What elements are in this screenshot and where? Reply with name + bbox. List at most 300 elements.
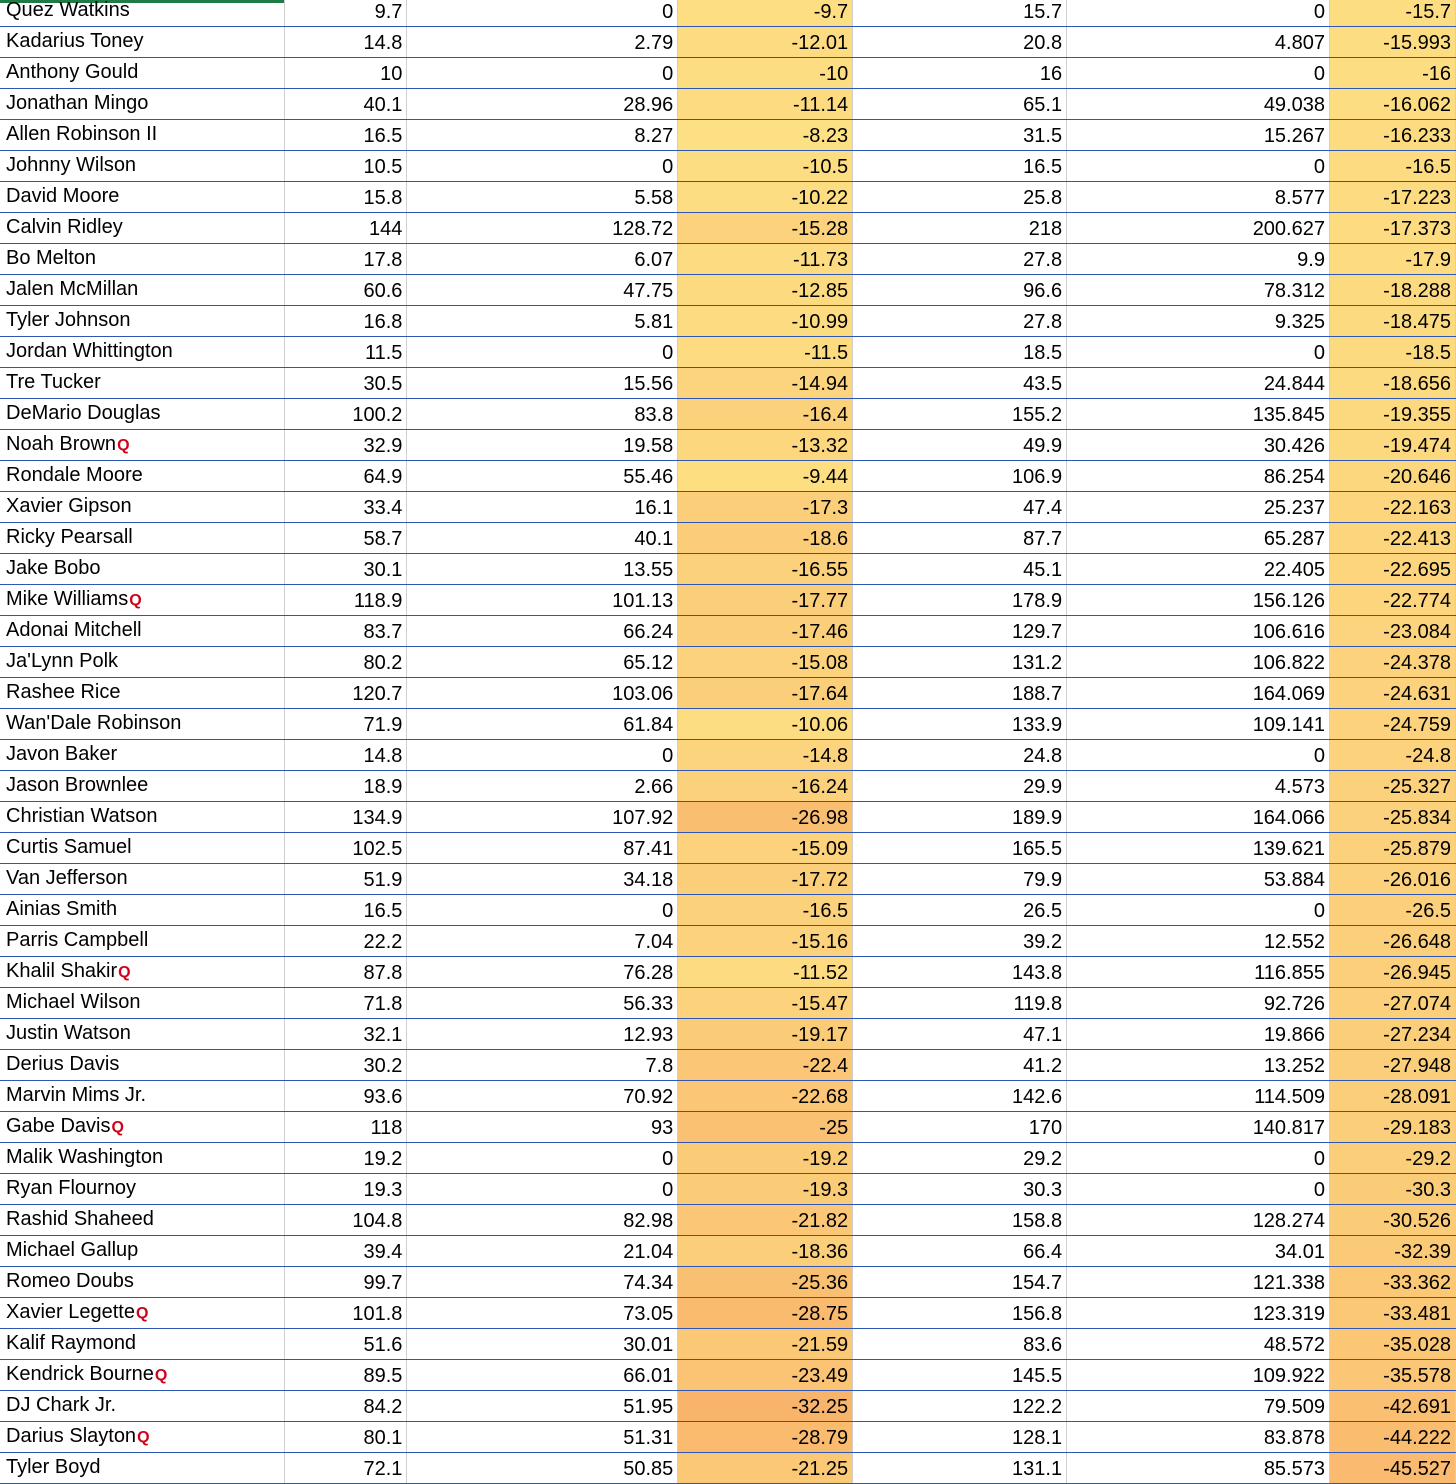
value-cell-4[interactable]: 85.573 [1067,1453,1330,1484]
player-name-cell[interactable] [0,182,285,213]
player-name-cell[interactable] [0,523,285,554]
difference-cell-1[interactable]: -16.5 [678,895,853,926]
value-cell-1[interactable]: 10 [285,58,407,89]
value-cell-1[interactable]: 102.5 [285,833,407,864]
difference-cell-1[interactable]: -17.46 [678,616,853,647]
value-cell-2[interactable]: 128.72 [407,213,678,244]
difference-cell-2[interactable]: -22.413 [1329,523,1455,554]
difference-cell-2[interactable]: -22.774 [1329,585,1455,616]
value-cell-1[interactable]: 118.9 [285,585,407,616]
difference-cell-1[interactable]: -25.36 [678,1267,853,1298]
player-name-cell[interactable] [0,802,285,833]
difference-cell-1[interactable]: -9.7 [678,0,853,27]
difference-cell-1[interactable]: -18.6 [678,523,853,554]
difference-cell-1[interactable]: -15.09 [678,833,853,864]
difference-cell-2[interactable]: -22.163 [1329,492,1455,523]
value-cell-3[interactable]: 43.5 [853,368,1067,399]
value-cell-4[interactable]: 34.01 [1067,1236,1330,1267]
value-cell-2[interactable]: 15.56 [407,368,678,399]
difference-cell-2[interactable]: -15.7 [1329,0,1455,27]
value-cell-2[interactable]: 93 [407,1112,678,1143]
player-name-cell[interactable] [0,957,285,988]
value-cell-2[interactable]: 51.31 [407,1422,678,1453]
difference-cell-2[interactable]: -24.8 [1329,740,1455,771]
value-cell-1[interactable]: 51.9 [285,864,407,895]
difference-cell-2[interactable]: -16.233 [1329,120,1455,151]
difference-cell-2[interactable]: -24.759 [1329,709,1455,740]
value-cell-2[interactable]: 0 [407,895,678,926]
value-cell-2[interactable]: 21.04 [407,1236,678,1267]
value-cell-2[interactable]: 7.04 [407,926,678,957]
player-name-cell[interactable] [0,244,285,275]
value-cell-3[interactable]: 131.2 [853,647,1067,678]
value-cell-1[interactable]: 30.1 [285,554,407,585]
difference-cell-2[interactable]: -16 [1329,58,1455,89]
difference-cell-2[interactable]: -30.3 [1329,1174,1455,1205]
value-cell-4[interactable]: 53.884 [1067,864,1330,895]
difference-cell-2[interactable]: -19.474 [1329,430,1455,461]
value-cell-3[interactable]: 25.8 [853,182,1067,213]
value-cell-4[interactable]: 15.267 [1067,120,1330,151]
player-name-cell[interactable] [0,740,285,771]
value-cell-1[interactable]: 9.7 [285,0,407,27]
value-cell-4[interactable]: 22.405 [1067,554,1330,585]
player-name-cell[interactable] [0,1174,285,1205]
value-cell-1[interactable]: 32.9 [285,430,407,461]
value-cell-1[interactable]: 72.1 [285,1453,407,1484]
player-name-cell[interactable] [0,1267,285,1298]
difference-cell-1[interactable]: -8.23 [678,120,853,151]
value-cell-4[interactable]: 24.844 [1067,368,1330,399]
difference-cell-1[interactable]: -14.8 [678,740,853,771]
value-cell-1[interactable]: 89.5 [285,1360,407,1391]
player-name-cell[interactable] [0,120,285,151]
difference-cell-2[interactable]: -25.834 [1329,802,1455,833]
value-cell-1[interactable]: 80.2 [285,647,407,678]
player-name-cell[interactable] [0,306,285,337]
difference-cell-1[interactable]: -14.94 [678,368,853,399]
difference-cell-1[interactable]: -9.44 [678,461,853,492]
value-cell-4[interactable]: 9.325 [1067,306,1330,337]
difference-cell-1[interactable]: -10.22 [678,182,853,213]
difference-cell-1[interactable]: -19.3 [678,1174,853,1205]
value-cell-2[interactable]: 13.55 [407,554,678,585]
player-name-cell[interactable] [0,1019,285,1050]
value-cell-3[interactable]: 122.2 [853,1391,1067,1422]
value-cell-4[interactable]: 78.312 [1067,275,1330,306]
value-cell-4[interactable]: 0 [1067,740,1330,771]
value-cell-2[interactable]: 103.06 [407,678,678,709]
value-cell-1[interactable]: 16.8 [285,306,407,337]
value-cell-1[interactable]: 40.1 [285,89,407,120]
player-name-cell[interactable] [0,833,285,864]
difference-cell-1[interactable]: -17.72 [678,864,853,895]
value-cell-3[interactable]: 29.9 [853,771,1067,802]
value-cell-3[interactable]: 165.5 [853,833,1067,864]
value-cell-1[interactable]: 104.8 [285,1205,407,1236]
value-cell-3[interactable]: 18.5 [853,337,1067,368]
difference-cell-2[interactable]: -22.695 [1329,554,1455,585]
value-cell-3[interactable]: 178.9 [853,585,1067,616]
player-name-cell[interactable] [0,585,285,616]
value-cell-4[interactable]: 0 [1067,58,1330,89]
difference-cell-1[interactable]: -11.5 [678,337,853,368]
value-cell-1[interactable]: 14.8 [285,27,407,58]
value-cell-3[interactable]: 142.6 [853,1081,1067,1112]
difference-cell-1[interactable]: -23.49 [678,1360,853,1391]
value-cell-4[interactable]: 86.254 [1067,461,1330,492]
value-cell-1[interactable]: 19.2 [285,1143,407,1174]
value-cell-4[interactable]: 0 [1067,895,1330,926]
value-cell-3[interactable]: 20.8 [853,27,1067,58]
value-cell-3[interactable]: 15.7 [853,0,1067,27]
difference-cell-2[interactable]: -25.879 [1329,833,1455,864]
value-cell-3[interactable]: 79.9 [853,864,1067,895]
value-cell-2[interactable]: 0 [407,1143,678,1174]
difference-cell-1[interactable]: -22.4 [678,1050,853,1081]
difference-cell-1[interactable]: -16.55 [678,554,853,585]
value-cell-2[interactable]: 6.07 [407,244,678,275]
value-cell-3[interactable]: 119.8 [853,988,1067,1019]
difference-cell-2[interactable]: -29.2 [1329,1143,1455,1174]
value-cell-3[interactable]: 24.8 [853,740,1067,771]
value-cell-1[interactable]: 39.4 [285,1236,407,1267]
value-cell-1[interactable]: 30.5 [285,368,407,399]
value-cell-3[interactable]: 128.1 [853,1422,1067,1453]
player-name-cell[interactable] [0,988,285,1019]
value-cell-2[interactable]: 101.13 [407,585,678,616]
value-cell-4[interactable]: 140.817 [1067,1112,1330,1143]
difference-cell-2[interactable]: -35.028 [1329,1329,1455,1360]
player-name-cell[interactable] [0,492,285,523]
difference-cell-1[interactable]: -11.52 [678,957,853,988]
difference-cell-2[interactable]: -17.373 [1329,213,1455,244]
value-cell-4[interactable]: 164.069 [1067,678,1330,709]
value-cell-3[interactable]: 31.5 [853,120,1067,151]
player-name-cell[interactable] [0,58,285,89]
difference-cell-1[interactable]: -15.47 [678,988,853,1019]
value-cell-1[interactable]: 93.6 [285,1081,407,1112]
value-cell-2[interactable]: 56.33 [407,988,678,1019]
value-cell-1[interactable]: 22.2 [285,926,407,957]
difference-cell-1[interactable]: -21.25 [678,1453,853,1484]
value-cell-4[interactable]: 0 [1067,151,1330,182]
difference-cell-2[interactable]: -45.527 [1329,1453,1455,1484]
value-cell-4[interactable]: 12.552 [1067,926,1330,957]
player-name-cell[interactable] [0,27,285,58]
difference-cell-2[interactable]: -16.5 [1329,151,1455,182]
player-name-cell[interactable] [0,554,285,585]
value-cell-2[interactable]: 55.46 [407,461,678,492]
player-name-cell[interactable] [0,1205,285,1236]
difference-cell-2[interactable]: -26.648 [1329,926,1455,957]
difference-cell-1[interactable]: -22.68 [678,1081,853,1112]
difference-cell-1[interactable]: -11.73 [678,244,853,275]
value-cell-2[interactable]: 50.85 [407,1453,678,1484]
value-cell-4[interactable]: 200.627 [1067,213,1330,244]
difference-cell-2[interactable]: -16.062 [1329,89,1455,120]
value-cell-3[interactable]: 47.4 [853,492,1067,523]
difference-cell-2[interactable]: -28.091 [1329,1081,1455,1112]
value-cell-1[interactable]: 19.3 [285,1174,407,1205]
difference-cell-2[interactable]: -32.39 [1329,1236,1455,1267]
value-cell-4[interactable]: 123.319 [1067,1298,1330,1329]
value-cell-1[interactable]: 10.5 [285,151,407,182]
value-cell-4[interactable]: 13.252 [1067,1050,1330,1081]
player-name-cell[interactable] [0,0,285,27]
value-cell-4[interactable]: 4.807 [1067,27,1330,58]
value-cell-4[interactable]: 0 [1067,337,1330,368]
value-cell-3[interactable]: 106.9 [853,461,1067,492]
difference-cell-1[interactable]: -16.24 [678,771,853,802]
player-name-cell[interactable] [0,678,285,709]
value-cell-4[interactable]: 9.9 [1067,244,1330,275]
difference-cell-2[interactable]: -33.481 [1329,1298,1455,1329]
value-cell-4[interactable]: 109.141 [1067,709,1330,740]
value-cell-2[interactable]: 65.12 [407,647,678,678]
value-cell-1[interactable]: 120.7 [285,678,407,709]
difference-cell-2[interactable]: -24.631 [1329,678,1455,709]
value-cell-4[interactable]: 128.274 [1067,1205,1330,1236]
value-cell-3[interactable]: 133.9 [853,709,1067,740]
difference-cell-1[interactable]: -15.16 [678,926,853,957]
difference-cell-1[interactable]: -10.06 [678,709,853,740]
player-name-cell[interactable] [0,926,285,957]
player-name-cell[interactable] [0,1298,285,1329]
value-cell-2[interactable]: 19.58 [407,430,678,461]
difference-cell-2[interactable]: -23.084 [1329,616,1455,647]
value-cell-2[interactable]: 70.92 [407,1081,678,1112]
value-cell-4[interactable]: 114.509 [1067,1081,1330,1112]
player-name-cell[interactable] [0,213,285,244]
value-cell-2[interactable]: 8.27 [407,120,678,151]
value-cell-1[interactable]: 51.6 [285,1329,407,1360]
difference-cell-2[interactable]: -44.222 [1329,1422,1455,1453]
difference-cell-1[interactable]: -16.4 [678,399,853,430]
value-cell-4[interactable]: 79.509 [1067,1391,1330,1422]
difference-cell-1[interactable]: -10.99 [678,306,853,337]
difference-cell-1[interactable]: -32.25 [678,1391,853,1422]
value-cell-4[interactable]: 164.066 [1067,802,1330,833]
value-cell-3[interactable]: 27.8 [853,306,1067,337]
difference-cell-2[interactable]: -27.948 [1329,1050,1455,1081]
value-cell-4[interactable]: 139.621 [1067,833,1330,864]
value-cell-3[interactable]: 145.5 [853,1360,1067,1391]
value-cell-2[interactable]: 0 [407,337,678,368]
value-cell-2[interactable]: 16.1 [407,492,678,523]
player-name-cell[interactable] [0,1236,285,1267]
difference-cell-2[interactable]: -18.5 [1329,337,1455,368]
value-cell-1[interactable]: 84.2 [285,1391,407,1422]
value-cell-3[interactable]: 155.2 [853,399,1067,430]
difference-cell-2[interactable]: -17.223 [1329,182,1455,213]
value-cell-2[interactable]: 82.98 [407,1205,678,1236]
value-cell-1[interactable]: 17.8 [285,244,407,275]
difference-cell-2[interactable]: -42.691 [1329,1391,1455,1422]
value-cell-1[interactable]: 18.9 [285,771,407,802]
player-name-cell[interactable] [0,1391,285,1422]
player-name-cell[interactable] [0,430,285,461]
value-cell-1[interactable]: 33.4 [285,492,407,523]
value-cell-2[interactable]: 83.8 [407,399,678,430]
difference-cell-2[interactable]: -26.945 [1329,957,1455,988]
value-cell-4[interactable]: 8.577 [1067,182,1330,213]
value-cell-1[interactable]: 16.5 [285,120,407,151]
difference-cell-1[interactable]: -17.3 [678,492,853,523]
value-cell-3[interactable]: 218 [853,213,1067,244]
value-cell-2[interactable]: 66.24 [407,616,678,647]
difference-cell-1[interactable]: -21.59 [678,1329,853,1360]
value-cell-3[interactable]: 65.1 [853,89,1067,120]
value-cell-4[interactable]: 83.878 [1067,1422,1330,1453]
player-name-cell[interactable] [0,89,285,120]
value-cell-1[interactable]: 16.5 [285,895,407,926]
value-cell-3[interactable]: 49.9 [853,430,1067,461]
player-name-cell[interactable] [0,275,285,306]
difference-cell-1[interactable]: -10 [678,58,853,89]
difference-cell-2[interactable]: -26.5 [1329,895,1455,926]
player-name-cell[interactable] [0,1050,285,1081]
value-cell-3[interactable]: 154.7 [853,1267,1067,1298]
value-cell-2[interactable]: 76.28 [407,957,678,988]
value-cell-4[interactable]: 156.126 [1067,585,1330,616]
value-cell-2[interactable]: 0 [407,740,678,771]
difference-cell-2[interactable]: -25.327 [1329,771,1455,802]
value-cell-2[interactable]: 12.93 [407,1019,678,1050]
player-name-cell[interactable] [0,616,285,647]
value-cell-2[interactable]: 107.92 [407,802,678,833]
value-cell-3[interactable]: 170 [853,1112,1067,1143]
value-cell-2[interactable]: 66.01 [407,1360,678,1391]
value-cell-1[interactable]: 99.7 [285,1267,407,1298]
difference-cell-1[interactable]: -17.77 [678,585,853,616]
value-cell-4[interactable]: 121.338 [1067,1267,1330,1298]
difference-cell-1[interactable]: -15.28 [678,213,853,244]
value-cell-3[interactable]: 156.8 [853,1298,1067,1329]
difference-cell-1[interactable]: -28.79 [678,1422,853,1453]
value-cell-4[interactable]: 116.855 [1067,957,1330,988]
difference-cell-1[interactable]: -19.17 [678,1019,853,1050]
player-name-cell[interactable] [0,461,285,492]
value-cell-3[interactable]: 30.3 [853,1174,1067,1205]
value-cell-3[interactable]: 39.2 [853,926,1067,957]
value-cell-1[interactable]: 144 [285,213,407,244]
value-cell-1[interactable]: 58.7 [285,523,407,554]
difference-cell-2[interactable]: -27.234 [1329,1019,1455,1050]
value-cell-2[interactable]: 51.95 [407,1391,678,1422]
difference-cell-2[interactable]: -35.578 [1329,1360,1455,1391]
value-cell-2[interactable]: 0 [407,151,678,182]
value-cell-3[interactable]: 129.7 [853,616,1067,647]
value-cell-1[interactable]: 11.5 [285,337,407,368]
value-cell-2[interactable]: 7.8 [407,1050,678,1081]
value-cell-4[interactable]: 19.866 [1067,1019,1330,1050]
value-cell-2[interactable]: 0 [407,58,678,89]
value-cell-4[interactable]: 0 [1067,1143,1330,1174]
value-cell-4[interactable]: 109.922 [1067,1360,1330,1391]
value-cell-1[interactable]: 101.8 [285,1298,407,1329]
player-name-cell[interactable] [0,1453,285,1484]
value-cell-4[interactable]: 48.572 [1067,1329,1330,1360]
value-cell-1[interactable]: 15.8 [285,182,407,213]
difference-cell-1[interactable]: -15.08 [678,647,853,678]
value-cell-1[interactable]: 60.6 [285,275,407,306]
difference-cell-2[interactable]: -27.074 [1329,988,1455,1019]
difference-cell-1[interactable]: -12.85 [678,275,853,306]
difference-cell-1[interactable]: -13.32 [678,430,853,461]
player-name-cell[interactable] [0,1112,285,1143]
value-cell-3[interactable]: 66.4 [853,1236,1067,1267]
value-cell-2[interactable]: 47.75 [407,275,678,306]
value-cell-1[interactable]: 30.2 [285,1050,407,1081]
player-name-cell[interactable] [0,771,285,802]
difference-cell-2[interactable]: -29.183 [1329,1112,1455,1143]
value-cell-3[interactable]: 143.8 [853,957,1067,988]
value-cell-2[interactable]: 87.41 [407,833,678,864]
value-cell-4[interactable]: 65.287 [1067,523,1330,554]
difference-cell-2[interactable]: -30.526 [1329,1205,1455,1236]
value-cell-1[interactable]: 71.8 [285,988,407,1019]
value-cell-4[interactable]: 0 [1067,1174,1330,1205]
value-cell-2[interactable]: 61.84 [407,709,678,740]
player-name-cell[interactable] [0,399,285,430]
value-cell-2[interactable]: 30.01 [407,1329,678,1360]
player-name-cell[interactable] [0,709,285,740]
value-cell-3[interactable]: 131.1 [853,1453,1067,1484]
player-name-cell[interactable] [0,1329,285,1360]
difference-cell-2[interactable]: -33.362 [1329,1267,1455,1298]
value-cell-3[interactable]: 16.5 [853,151,1067,182]
value-cell-4[interactable]: 49.038 [1067,89,1330,120]
value-cell-1[interactable]: 64.9 [285,461,407,492]
value-cell-1[interactable]: 80.1 [285,1422,407,1453]
value-cell-2[interactable]: 0 [407,0,678,27]
difference-cell-2[interactable]: -18.656 [1329,368,1455,399]
value-cell-3[interactable]: 83.6 [853,1329,1067,1360]
value-cell-1[interactable]: 100.2 [285,399,407,430]
value-cell-1[interactable]: 118 [285,1112,407,1143]
value-cell-1[interactable]: 87.8 [285,957,407,988]
value-cell-2[interactable]: 73.05 [407,1298,678,1329]
difference-cell-2[interactable]: -17.9 [1329,244,1455,275]
value-cell-2[interactable]: 5.58 [407,182,678,213]
value-cell-3[interactable]: 158.8 [853,1205,1067,1236]
value-cell-3[interactable]: 96.6 [853,275,1067,306]
value-cell-2[interactable]: 0 [407,1174,678,1205]
value-cell-3[interactable]: 188.7 [853,678,1067,709]
difference-cell-1[interactable]: -21.82 [678,1205,853,1236]
value-cell-3[interactable]: 87.7 [853,523,1067,554]
player-name-cell[interactable] [0,1360,285,1391]
difference-cell-1[interactable]: -10.5 [678,151,853,182]
player-name-cell[interactable] [0,647,285,678]
value-cell-4[interactable]: 106.822 [1067,647,1330,678]
value-cell-4[interactable]: 92.726 [1067,988,1330,1019]
value-cell-2[interactable]: 34.18 [407,864,678,895]
player-name-cell[interactable] [0,1422,285,1453]
value-cell-1[interactable]: 134.9 [285,802,407,833]
difference-cell-1[interactable]: -26.98 [678,802,853,833]
player-name-cell[interactable] [0,895,285,926]
difference-cell-1[interactable]: -17.64 [678,678,853,709]
value-cell-1[interactable]: 71.9 [285,709,407,740]
value-cell-4[interactable]: 30.426 [1067,430,1330,461]
difference-cell-1[interactable]: -28.75 [678,1298,853,1329]
difference-cell-1[interactable]: -25 [678,1112,853,1143]
value-cell-3[interactable]: 26.5 [853,895,1067,926]
difference-cell-2[interactable]: -18.288 [1329,275,1455,306]
value-cell-2[interactable]: 2.66 [407,771,678,802]
